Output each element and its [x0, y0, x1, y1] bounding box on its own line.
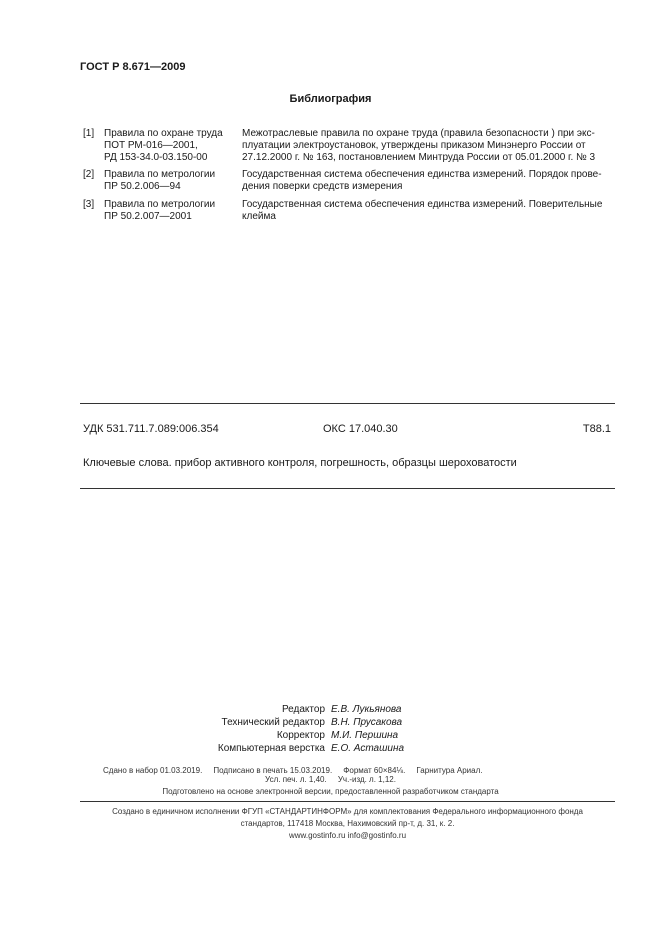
credit-name: Е.В. Лукьянова [331, 704, 402, 715]
entry-source: Правила по метрологии ПР 50.2.006—94 [104, 169, 216, 192]
class-code: Т88.1 [582, 423, 611, 435]
divider-bottom [80, 488, 615, 489]
keywords: Ключевые слова. прибор активного контроля, погрешность, образцы шероховатости [83, 457, 517, 469]
credit-role: Технический редактор [221, 717, 325, 728]
entry-description: Межотраслевые правила по охране труда (правила безопасности ) при экс- плуатации электроустановок, утверждены приказом Минэнерго России от 27.12.2000 г. № 163, постановлением Минтруда России от 05.01.2000 г. № 3 [242, 128, 596, 163]
entry-source: Правила по метрологии ПР 50.2.007—2001 [104, 199, 216, 222]
credit-name: В.Н. Прусакова [331, 717, 403, 728]
print-line-1: Сдано в набор 01.03.2019. Подписано в печать 15.03.2019. Формат 60×84⅛. Гарнитура Ариал. [103, 766, 483, 775]
bibliography-title: Библиография [289, 93, 372, 105]
credit-row [0, 703, 661, 716]
credit-role: Корректор [276, 730, 325, 741]
credit-row [0, 716, 661, 729]
publisher-info [80, 806, 615, 842]
entry-description: Государственная система обеспечения единства измерений. Порядок прове- дения поверки средств измерения [242, 169, 602, 192]
entry-description: Государственная система обеспечения единства измерений. Поверительные клейма [242, 199, 603, 222]
credit-role: Редактор [281, 704, 325, 715]
entry-source: Правила по охране труда ПОТ РМ-016—2001, РД 153-34.0-03.150-00 [104, 128, 223, 163]
bibliography-entry [83, 199, 613, 225]
oks-code: ОКС 17.040.30 [323, 423, 398, 435]
divider-publisher [80, 801, 615, 802]
udk-code: УДК 531.711.7.089:006.354 [83, 423, 219, 435]
standard-number: ГОСТ Р 8.671—2009 [80, 61, 186, 73]
editorial-credits [0, 703, 661, 755]
entry-number: [3] [83, 199, 95, 210]
print-line-2: Усл. печ. л. 1,40. Уч.-изд. л. 1,12. [265, 775, 396, 784]
credit-name: М.И. Першина [331, 730, 399, 741]
entry-number: [1] [83, 128, 95, 139]
credit-row [0, 729, 661, 742]
publisher-line-1: Создано в единичном исполнении ФГУП «СТАНДАРТИНФОРМ» для комплектования Федерального информационного фонда [112, 807, 583, 816]
bibliography-entry [83, 128, 613, 166]
divider-top [80, 403, 615, 404]
credit-row [0, 742, 661, 755]
credit-role: Компьютерная верстка [217, 743, 325, 754]
publisher-line-2: стандартов, 117418 Москва, Нахимовский пр-т, д. 31, к. 2. [240, 819, 455, 828]
credit-name: Е.О. Асташина [331, 743, 405, 754]
entry-number: [2] [83, 169, 95, 180]
bibliography-entry [83, 169, 613, 195]
print-line-3: Подготовлено на основе электронной версии, предоставленной разработчиком стандарта [162, 787, 499, 796]
publisher-line-3: www.gostinfo.ru info@gostinfo.ru [288, 831, 407, 840]
